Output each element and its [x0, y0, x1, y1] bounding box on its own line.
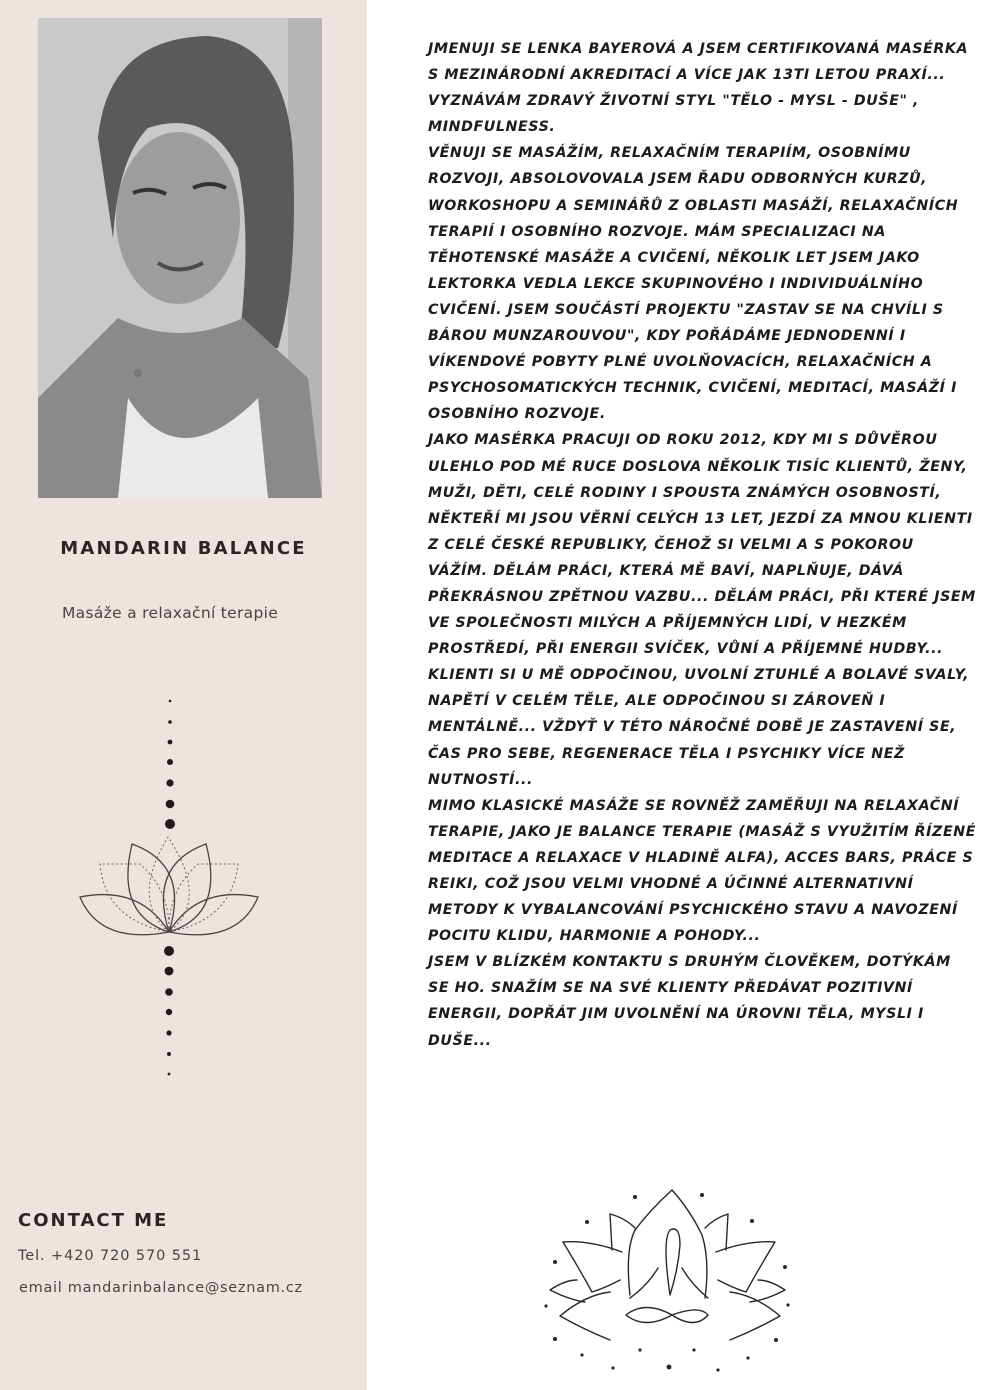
brand-name: MANDARIN BALANCE: [60, 538, 307, 559]
contact-email[interactable]: email mandarinbalance@seznam.cz: [19, 1280, 303, 1296]
meditating-lotus-icon: [530, 1180, 790, 1380]
bio-text: [428, 36, 976, 1054]
contact-heading: CONTACT ME: [18, 1210, 169, 1231]
bio-paragraph: VĚNUJI SE MASÁŽÍM, RELAXAČNÍM TERAPIÍM, OSOBNÍMU ROZVOJI, ABSOLOVOVALA JSEM ŘADU ODBORNÝCH KURZŮ, WORKOSHOPU A SEMINÁŘŮ Z OBLASTI MASÁŽÍ, RELAXAČNÍCH TERAPIÍ I OSOBNÍHO ROZVOJE. MÁM SPECIALIZACI NA TĚHOTENSKÉ MASÁŽE A CVIČENÍ, NĚKOLIK LET JSEM JAKO LEKTORKA VEDLA LEKCE SKUPINOVÉHO I INDIVIDUÁLNÍHO CVIČENÍ. JSEM SOUČÁSTÍ PROJEKTU "ZASTAV SE NA CHVÍLI S BÁROU MUNZAROUVOU", KDY POŘÁDÁME JEDNODENNÍ I VÍKENDOVÉ POBYTY PLNÉ UVOLŇOVACÍCH, RELAXAČNÍCH A PSYCHOSOMATICKÝCH TECHNIK, CVIČENÍ, MEDITACÍ, MASÁŽÍ I OSOBNÍHO ROZVOJE.: [428, 145, 959, 423]
contact-phone[interactable]: Tel. +420 720 570 551: [18, 1248, 203, 1264]
portrait-placeholder-icon: [38, 18, 322, 498]
brand-tagline: Masáže a relaxační terapie: [62, 604, 279, 622]
profile-photo: [38, 18, 322, 498]
bio-paragraph: JSEM V BLÍZKÉM KONTAKTU S DRUHÝM ČLOVĚKEM, DOTÝKÁM SE HO. SNAŽÍM SE NA SVÉ KLIENTY PŘEDÁVAT POZITIVNÍ ENERGII, DOPŘÁT JIM UVOLNĚNÍ NA ÚROVNI TĚLA, MYSLI I DUŠE...: [428, 954, 951, 1049]
bio-paragraph: JMENUJI SE LENKA BAYEROVÁ A JSEM CERTIFIKOVANÁ MASÉRKA S MEZINÁRODNÍ AKREDITACÍ A VÍCE JAK 13TI LETOU PRAXÍ...: [428, 41, 969, 84]
bio-paragraph: VYZNÁVÁM ZDRAVÝ ŽIVOTNÍ STYL "TĚLO - MYSL - DUŠE" , MINDFULNESS.: [428, 93, 920, 136]
sidebar-panel: [0, 0, 367, 1390]
bio-paragraph: MIMO KLASICKÉ MASÁŽE SE ROVNĚŽ ZAMĚŘUJI NA RELAXAČNÍ TERAPIE, JAKO JE BALANCE TERAPIE (MASÁŽ S VYUŽITÍM ŘÍZENÉ MEDITACE A RELAXACE V HLADINĚ ALFA), ACCES BARS, PRÁCE S REIKI, COŽ JSOU VELMI VHODNÉ A ÚČINNÉ ALTERNATIVNÍ METODY K VYBALANCOVÁNÍ PSYCHICKÉHO STAVU A NAVOZENÍ POCITU KLIDU, HARMONIE A POHODY...: [428, 797, 977, 945]
bio-paragraph: JAKO MASÉRKA PRACUJI OD ROKU 2012, KDY MI S DŮVĚROU ULEHLO POD MÉ RUCE DOSLOVA NĚKOLIK TISÍC KLIENTŮ, ŽENY, MUŽI, DĚTI, CELÉ RODINY I SPOUSTA ZNÁMÝCH OSOBNOSTÍ, NĚKTEŘÍ MI JSOU VĚRNÍ CELÝCH 13 LET, JEZDÍ ZA MNOU KLIENTI Z CELÉ ČESKÉ REPUBLIKY, ČEHOŽ SI VELMI A S POKOROU VÁŽÍM. DĚLÁM PRÁCI, KTERÁ MĚ BAVÍ, NAPLŇUJE, DÁVÁ PŘEKRÁSNOU ZPĚTNOU VAZBU... DĚLÁM PRÁCI, PŘI KTERÉ JSEM VE SPOLEČNOSTI MILÝCH A PŘÍJEMNÝCH LIDÍ, V HEZKÉM PROSTŘEDÍ, PŘI ENERGII SVÍČEK, VŮNÍ A PŘÍJEMNÉ HUDBY... KLIENTI SI U MĚ ODPOČINOU, UVOLNÍ ZTUHLÉ A BOLAVÉ SVALY, NAPĚTÍ V CELÉM TĚLE, ALE ODPOČINOU SI ZÁROVEŇ I MENTÁLNĚ... VŽDYŤ V TÉTO NÁROČNÉ DOBĚ JE ZASTAVENÍ SE, ČAS PRO SEBE, REGENERACE TĚLA I PSYCHIKY VÍCE NEŽ NUTNOSTÍ...: [428, 432, 976, 788]
lotus-dotted-spine-icon: [60, 680, 280, 1080]
